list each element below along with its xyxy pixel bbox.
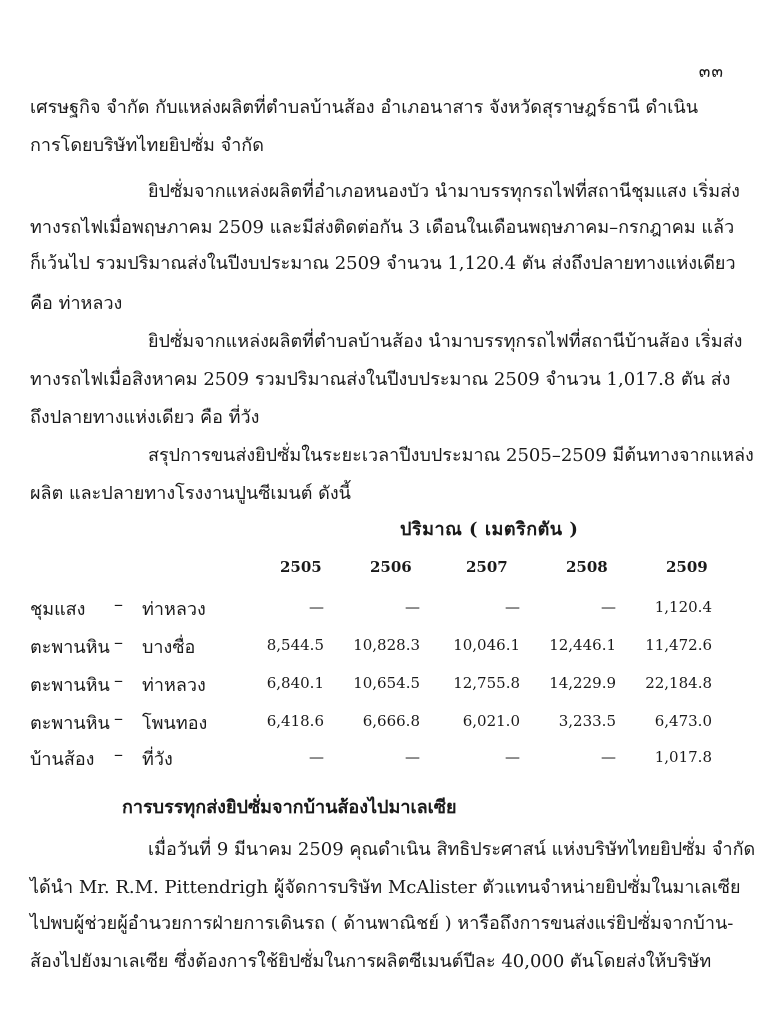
table-cell: — — [405, 598, 420, 616]
route-destination: ท่าหลวง — [142, 675, 206, 696]
table-cell: 6,021.0 — [462, 712, 520, 730]
table-cell: — — [505, 748, 520, 766]
year-header: 2508 — [566, 558, 608, 576]
table-cell: — — [309, 598, 324, 616]
table-cell: 10,828.3 — [353, 636, 420, 654]
paragraph-line: เมื่อวันที่ 9 มีนาคม 2509 คุณดำเนิน สิทธิประศาสน์ แห่งบริษัทไทยยิปซั่ม จำกัด — [148, 839, 756, 860]
table-cell: — — [505, 598, 520, 616]
route-origin: ตะพานหิน — [30, 713, 110, 734]
paragraph-line: ผลิต และปลายทางโรงงานปูนซีเมนต์ ดังนี้ — [30, 483, 351, 504]
table-row — [30, 670, 206, 699]
paragraph-line: ทางรถไฟเมื่อพฤษภาคม 2509 และมีส่งติดต่อกัน 3 เดือนในเดือนพฤษภาคม–กรกฎาคม แล้ว — [30, 217, 735, 238]
table-cell: 8,544.5 — [266, 636, 324, 654]
table-cell: — — [309, 748, 324, 766]
year-header: 2509 — [666, 558, 708, 576]
table-cell: 6,473.0 — [654, 712, 712, 730]
table-cell: 1,017.8 — [654, 748, 712, 766]
section-heading: การบรรทุกส่งยิปซั่มจากบ้านส้องไปมาเลเซีย — [122, 797, 457, 818]
table-row — [30, 708, 208, 737]
paragraph-line: ทางรถไฟเมื่อสิงหาคม 2509 รวมปริมาณส่งในปีงบประมาณ 2509 จำนวน 1,017.8 ตัน ส่ง — [30, 369, 731, 390]
table-cell: 10,046.1 — [453, 636, 520, 654]
year-header: 2505 — [280, 558, 322, 576]
table-cell: 22,184.8 — [645, 674, 712, 692]
table-cell: 1,120.4 — [654, 598, 712, 616]
table-row — [30, 744, 173, 773]
table-cell: 11,472.6 — [645, 636, 712, 654]
paragraph-line: คือ ท่าหลวง — [30, 293, 123, 314]
table-cell: 10,654.5 — [353, 674, 420, 692]
route-dash: – — [114, 744, 123, 765]
route-destination: ท่าหลวง — [142, 599, 206, 620]
year-header: 2506 — [370, 558, 412, 576]
route-origin: ตะพานหิน — [30, 637, 110, 658]
paragraph-line: ถึงปลายทางแห่งเดียว คือ ที่วัง — [30, 407, 260, 428]
table-cell: 12,755.8 — [453, 674, 520, 692]
route-destination: โพนทอง — [142, 713, 208, 734]
paragraph-line: ส้องไปยังมาเลเซีย ซึ่งต้องการใช้ยิปซั่มในการผลิตซีเมนต์ปีละ 40,000 ตันโดยส่งให้บริษัท — [30, 951, 712, 972]
route-destination: ที่วัง — [142, 749, 173, 770]
table-cell: 3,233.5 — [558, 712, 616, 730]
route-dash: – — [114, 708, 123, 729]
table-row — [30, 632, 196, 661]
route-origin: ตะพานหิน — [30, 675, 110, 696]
paragraph-line: ยิปซั่มจากแหล่งผลิตที่ตำบลบ้านส้อง นำมาบรรทุกรถไฟที่สถานีบ้านส้อง เริ่มส่ง — [148, 331, 743, 352]
table-title: ปริมาณ ( เมตริกตัน ) — [400, 519, 579, 540]
paragraph-line: การโดยบริษัทไทยยิปซั่ม จำกัด — [30, 135, 264, 156]
table-cell: — — [405, 748, 420, 766]
route-origin: บ้านส้อง — [30, 749, 95, 770]
table-cell: 12,446.1 — [549, 636, 616, 654]
route-destination: บางซื่อ — [142, 637, 196, 658]
table-row — [30, 594, 206, 623]
paragraph-line: ยิปซั่มจากแหล่งผลิตที่อำเภอหนองบัว นำมาบรรทุกรถไฟที่สถานีชุมแสง เริ่มส่ง — [148, 181, 740, 202]
paragraph-line: สรุปการขนส่งยิปซั่มในระยะเวลาปีงบประมาณ 2505–2509 มีต้นทางจากแหล่ง — [148, 445, 754, 466]
year-header: 2507 — [466, 558, 508, 576]
route-origin: ชุมแสง — [30, 599, 86, 620]
paragraph-line: ไปพบผู้ช่วยผู้อำนวยการฝ่ายการเดินรถ ( ด้านพาณิชย์ ) หารือถึงการขนส่งแร่ยิปซั่มจากบ้าน- — [30, 913, 734, 934]
table-cell: 6,840.1 — [266, 674, 324, 692]
paragraph-line: เศรษฐกิจ จำกัด กับแหล่งผลิตที่ตำบลบ้านส้อง อำเภอนาสาร จังหวัดสุราษฎร์ธานี ดำเนิน — [30, 97, 699, 118]
route-dash: – — [114, 670, 123, 691]
paragraph-line: ได้นำ Mr. R.M. Pittendrigh ผู้จัดการบริษัท McAlister ตัวแทนจำหน่ายยิปซั่มในมาเลเซีย — [30, 877, 741, 898]
paragraph-line: ก็เว้นไป รวมปริมาณส่งในปีงบประมาณ 2509 จำนวน 1,120.4 ตัน ส่งถึงปลายทางแห่งเดียว — [30, 253, 736, 274]
route-dash: – — [114, 632, 123, 653]
route-dash: – — [114, 594, 123, 615]
table-cell: — — [601, 748, 616, 766]
table-cell: 6,666.8 — [362, 712, 420, 730]
table-cell: — — [601, 598, 616, 616]
table-cell: 6,418.6 — [266, 712, 324, 730]
page-number: ๓๓ — [698, 62, 724, 82]
table-cell: 14,229.9 — [549, 674, 616, 692]
